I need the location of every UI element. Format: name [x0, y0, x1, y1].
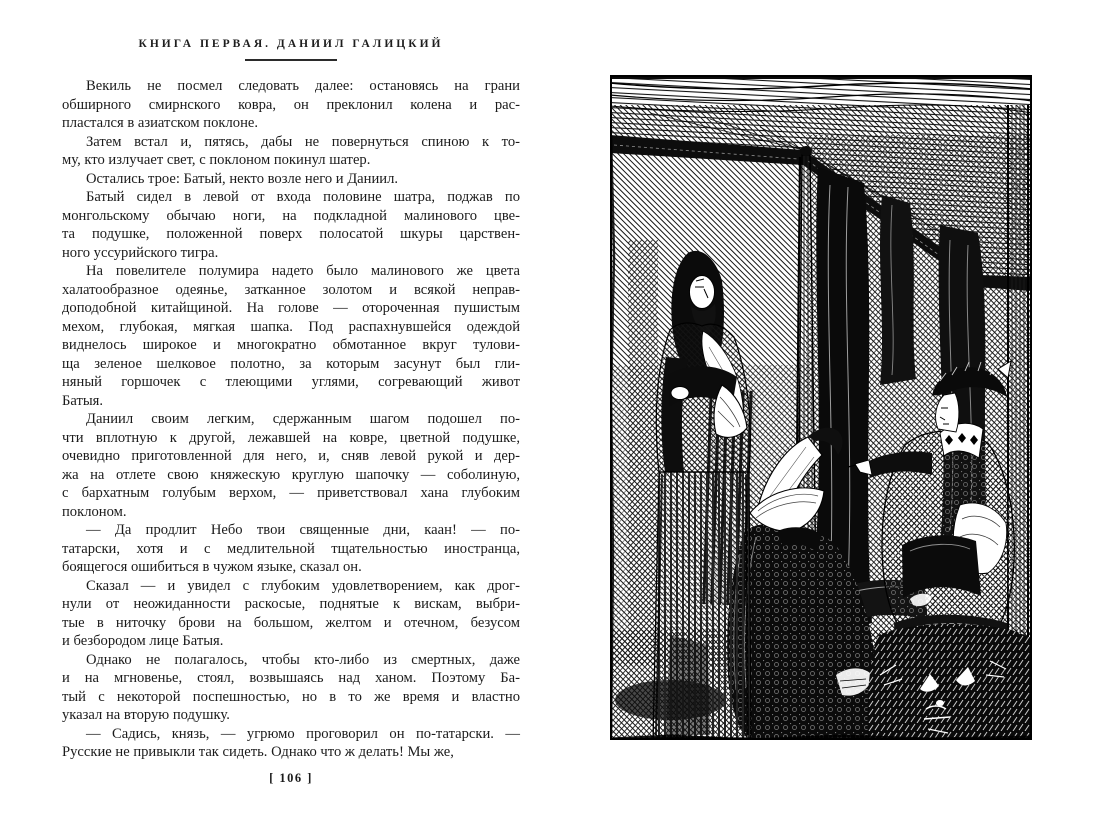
text-line: Затем встал и, пятясь, дабы не повернуться спиною к то-	[86, 133, 520, 150]
text-line: Остались трое: Батый, некто возле него и Даниил.	[86, 170, 399, 187]
body-text	[62, 77, 520, 762]
paragraph	[62, 77, 520, 133]
text-line: жа на отлете свою княжескую круглую шапочку — соболиную,	[62, 466, 520, 483]
text-line: тые в ниточку брови на большом, желтом и отечном, безусом	[62, 614, 520, 631]
text-line: та подушке, положенной поверх полосатой шкуры царствен-	[62, 226, 520, 242]
text-line: и безбородом лице Батыя.	[62, 633, 224, 649]
text-line: с бархатным голубым верхом, — приветствовал хана глубоким	[62, 485, 520, 501]
paragraph	[62, 577, 520, 651]
text-line: ного уссурийского тигра.	[62, 244, 219, 261]
text-line: Однако не полагалось, чтобы кто-либо из смертных, даже	[86, 651, 520, 668]
text-line: Векиль не посмел следовать далее: остановясь на грани	[86, 78, 520, 94]
paragraph	[62, 725, 520, 762]
text-line: Русские не привыкли так сидеть. Однако что ж делать! Мы же,	[62, 744, 454, 760]
right-page	[610, 75, 1032, 740]
text-line: Батый сидел в левой от входа половине шатра, поджав по	[86, 189, 520, 205]
text-line: ща зеленое шелковое полотно, за которым засунут был гли-	[62, 355, 520, 372]
text-line: чти вплотную к другой, лежавшей на ковре, цветной подушке,	[62, 429, 520, 446]
text-line: доподобной китайщиной. На голове — отороченная пушистым	[62, 300, 520, 316]
running-head: КНИГА ПЕРВАЯ. ДАНИИЛ ГАЛИЦКИЙ	[138, 38, 444, 50]
text-line: — Садись, князь, — угрюмо проговорил он по-татарски. —	[86, 725, 520, 742]
page-number: [ 106 ]	[269, 770, 313, 785]
left-page	[62, 38, 520, 786]
text-line: Батыя.	[62, 392, 104, 409]
text-line: поклоном.	[62, 503, 127, 520]
text-line: Сказал — и увидел с глубоким удовлетворением, как дрог-	[86, 577, 520, 594]
paragraph	[62, 170, 520, 189]
text-line: обширного смирнского ковра, он преклонил колена и рас-	[62, 96, 520, 113]
paragraph	[62, 410, 520, 521]
text-line: няный горшочек с тлеющими углями, согревающий живот	[62, 374, 520, 390]
paragraph	[62, 651, 520, 725]
paragraph	[62, 262, 520, 410]
tent-scene-illustration	[610, 75, 1032, 740]
paragraph	[62, 188, 520, 262]
text-line: халатообразное одеянье, затканное золотом и всякой неправ-	[62, 281, 520, 298]
paragraph	[62, 133, 520, 170]
text-line: Даниил своим легким, сдержанным шагом подошел по-	[86, 411, 520, 427]
text-line: му, кто излучает свет, с поклоном покинул шатер.	[62, 152, 371, 168]
text-line: указал на вторую подушку.	[62, 707, 230, 723]
text-line: мехом, глубокая, мягкая шапка. Под распахнувшейся одеждой	[62, 318, 520, 335]
text-line: виднелось широкое и многократно обмотанное вкруг тулови-	[62, 337, 520, 353]
text-line: пластался в азиатском поклоне.	[62, 115, 259, 131]
text-line: татарски, хотя и с медлительной тщательностью иностранца,	[62, 540, 520, 557]
text-line: нули от неожиданности раскосые, поднятые к вискам, выбри-	[62, 596, 520, 612]
text-line: очевидно приготовленной для него, и, сняв левой рукой и дер-	[62, 448, 520, 464]
text-line: боящегося ошибиться в чужом языке, сказал он.	[62, 559, 362, 575]
running-head-rule	[245, 59, 337, 61]
text-line: монгольскому обычаю ноги, на подкладной малинового цве-	[62, 207, 520, 224]
text-line: и на мгновенье, стоял, возвышаясь над ханом. Поэтому Ба-	[62, 670, 520, 686]
text-line: — Да продлит Небо твои священные дни, каан! — по-	[86, 522, 520, 538]
paragraph	[62, 521, 520, 577]
text-line: На повелителе полумира надето было малинового же цвета	[86, 263, 520, 279]
text-line: тый с некоторой поспешностью, но в то же время и властно	[62, 688, 520, 705]
